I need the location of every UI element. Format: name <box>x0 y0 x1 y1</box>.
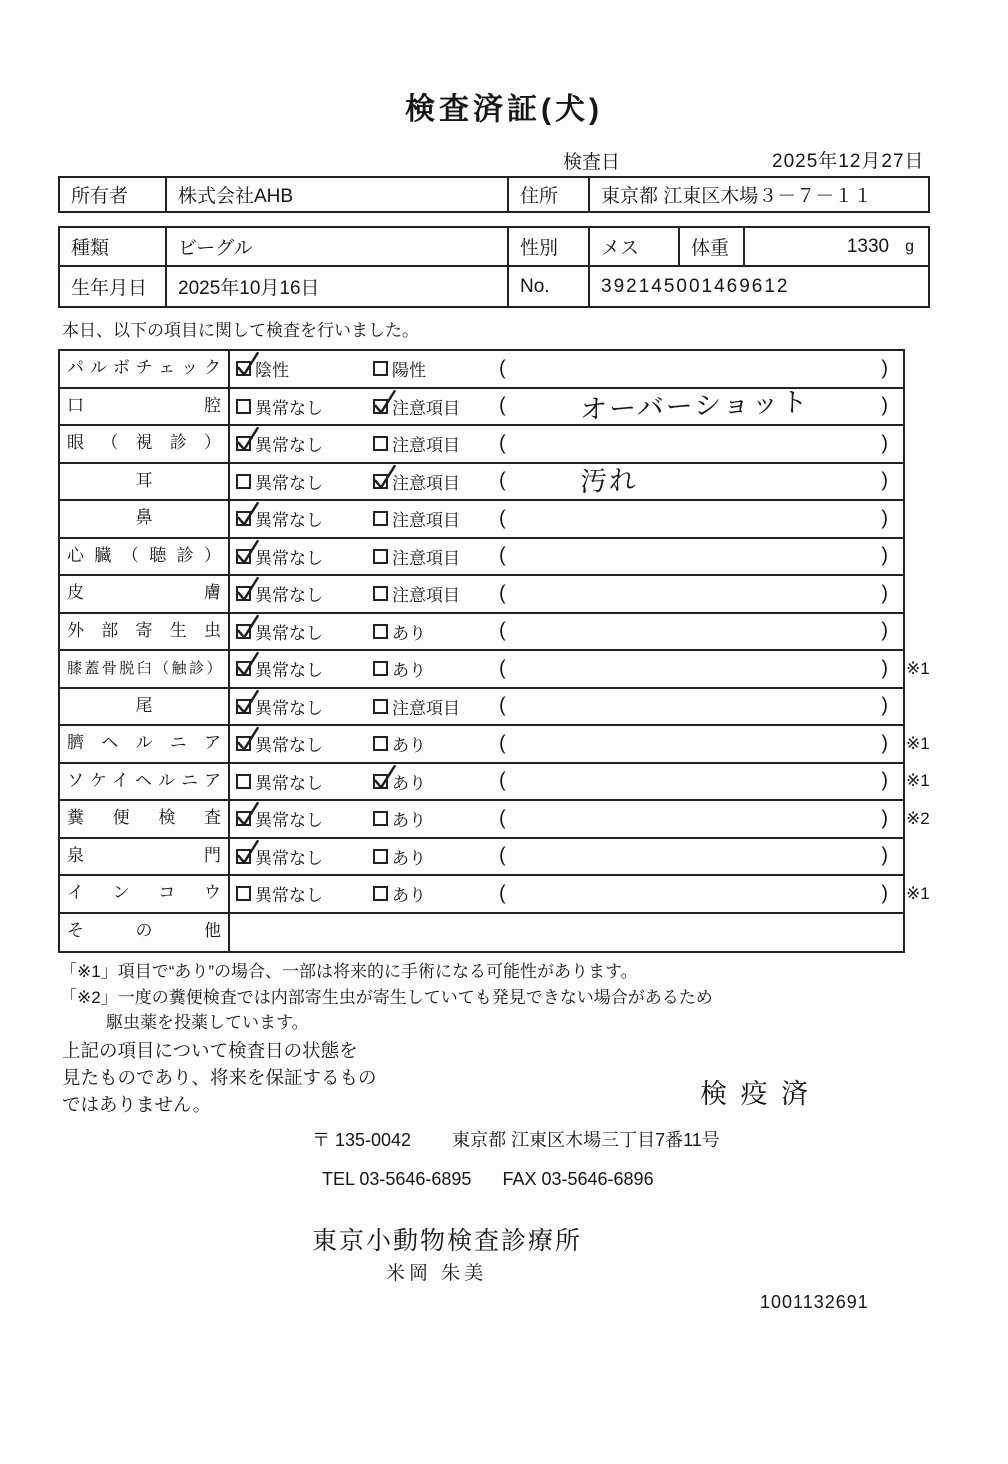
remarks-cell <box>492 839 903 875</box>
clinic-name: 東京小動物検査診療所 <box>312 1227 583 1255</box>
remarks-cell <box>492 614 903 650</box>
option-label: 注意項目 <box>392 511 460 531</box>
check-mark-icon <box>234 727 261 754</box>
footnote-1: 「※1」項目で“あり”の場合、一部は将来的に手術になる可能性があります。 <box>60 962 638 981</box>
checklist-row <box>60 464 903 502</box>
option-label: 陽性 <box>392 361 426 381</box>
checkbox-icon <box>236 811 251 826</box>
check-mark-icon <box>234 840 261 867</box>
checkbox-icon <box>373 774 388 789</box>
owner-value: 株式会社AHB <box>165 178 507 211</box>
checklist-row <box>60 876 930 914</box>
option-label: 異常なし <box>255 511 323 531</box>
check-mark-icon <box>371 390 398 417</box>
paren-open: ( <box>499 657 506 680</box>
option-label: 異常なし <box>255 736 323 756</box>
clinic-address-line <box>312 1126 720 1152</box>
result-option-2 <box>367 426 492 462</box>
intro-sentence: 本日、以下の項目に関して検査を行いました。 <box>62 321 419 340</box>
remarks-cell <box>492 764 903 800</box>
result-option-2 <box>367 539 492 575</box>
option-label: 異常なし <box>255 848 323 868</box>
option-label: あり <box>392 736 426 756</box>
item-label: 糞便検査 <box>60 801 230 837</box>
remarks-cell <box>492 876 903 912</box>
paren-open: ( <box>499 432 506 455</box>
pet-table <box>58 226 930 308</box>
disclaimer-line-1: 上記の項目について検査日の状態を <box>62 1040 358 1061</box>
result-option-2 <box>367 501 492 537</box>
remarks-cell <box>492 801 903 837</box>
registration-no-value: 392145001469612 <box>588 267 928 306</box>
remarks-cell <box>492 576 903 612</box>
paren-open: ( <box>499 507 506 530</box>
checkbox-icon <box>236 586 251 601</box>
weight-cell <box>743 228 928 265</box>
result-option-2 <box>367 839 492 875</box>
checkbox-icon <box>373 549 388 564</box>
check-mark-icon <box>234 540 261 567</box>
checklist-row <box>60 726 930 764</box>
disclaimer-text <box>62 1037 377 1118</box>
result-option-1 <box>230 501 367 537</box>
checklist-row <box>60 839 903 877</box>
checklist-row <box>60 386 903 427</box>
result-option-1 <box>230 651 367 687</box>
item-label: インコウ <box>60 876 230 912</box>
item-label: 尾 <box>60 689 230 725</box>
checkbox-icon <box>236 849 251 864</box>
remarks-cell <box>492 464 903 500</box>
option-label: 異常なし <box>255 548 323 568</box>
footnote-mark: ※2 <box>906 808 930 828</box>
checklist-row <box>60 801 930 839</box>
item-label: 泉門 <box>60 839 230 875</box>
option-label: 注意項目 <box>392 698 460 718</box>
result-option-2 <box>367 726 492 762</box>
option-label: 注意項目 <box>392 436 460 456</box>
option-label: 異常なし <box>255 698 323 718</box>
disclaimer-line-3: ではありません。 <box>62 1094 212 1115</box>
registration-no-label: No. <box>507 267 588 306</box>
paren-close: ) <box>881 882 888 905</box>
option-label: あり <box>392 886 426 906</box>
item-label: ソケイヘルニア <box>60 764 230 800</box>
paren-open: ( <box>499 882 506 905</box>
address-label: 住所 <box>507 178 588 211</box>
paren-open: ( <box>499 469 506 492</box>
address-value: 東京都 江東区木場３－７－１１ <box>588 178 928 211</box>
checkbox-icon <box>373 736 388 751</box>
option-label: 異常なし <box>255 886 323 906</box>
result-option-1 <box>230 426 367 462</box>
breed-label: 種類 <box>71 238 110 259</box>
pet-table-row-1 <box>60 228 928 267</box>
result-option-2 <box>367 764 492 800</box>
remarks-cell <box>492 914 903 952</box>
result-option-2 <box>367 389 492 425</box>
paren-open: ( <box>499 844 506 867</box>
checkbox-icon <box>236 774 251 789</box>
checkbox-icon <box>373 811 388 826</box>
option-label: 異常なし <box>255 436 323 456</box>
disclaimer-line-2: 見たものであり、将来を保証するもの <box>62 1067 377 1088</box>
checkbox-icon <box>236 661 251 676</box>
option-label: 陰性 <box>255 361 289 381</box>
paren-open: ( <box>499 619 506 642</box>
result-option-1 <box>230 464 367 500</box>
remarks-cell <box>492 426 903 462</box>
exam-date-value: 2025年12月27日 <box>772 151 925 172</box>
exam-date-label: 検査日 <box>563 152 621 173</box>
paren-open: ( <box>499 769 506 792</box>
paren-close: ) <box>881 582 888 605</box>
option-label: 異常なし <box>255 811 323 831</box>
quarantine-passed-stamp: 検 疫 済 <box>700 1079 812 1109</box>
checkbox-icon <box>236 474 251 489</box>
birthdate-value: 2025年10月16日 <box>165 267 507 306</box>
checklist-row <box>60 764 930 802</box>
weight-label: 体重 <box>678 228 743 265</box>
remarks-cell <box>492 726 903 762</box>
remarks-cell <box>492 651 903 687</box>
result-option-2 <box>367 464 492 500</box>
paren-open: ( <box>499 732 506 755</box>
clinic-fax: FAX 03-5646-6896 <box>502 1169 654 1189</box>
result-option-2 <box>367 876 492 912</box>
checklist-row <box>60 501 903 539</box>
checklist-row <box>60 614 903 652</box>
remarks-cell <box>492 351 903 387</box>
paren-close: ) <box>881 619 888 642</box>
item-label: 臍ヘルニア <box>60 726 230 762</box>
result-option-1 <box>230 351 367 387</box>
page-title: 検査済証(犬) <box>405 93 603 126</box>
item-label: 鼻 <box>60 501 230 537</box>
sex-label: 性別 <box>507 228 588 265</box>
clinic-address: 東京都 江東区木場三丁目7番11号 <box>452 1130 720 1150</box>
owner-table <box>58 176 930 213</box>
check-mark-icon <box>234 577 261 604</box>
paren-open: ( <box>499 694 506 717</box>
item-label: 心臓（聴診） <box>60 539 230 575</box>
item-label: 膝蓋骨脱臼（触診） <box>60 651 230 687</box>
option-label: あり <box>392 811 426 831</box>
item-label: 口腔 <box>60 389 230 425</box>
option-label: 注意項目 <box>392 398 460 418</box>
option-label: 異常なし <box>255 586 323 606</box>
clinic-phone-line <box>322 1169 654 1190</box>
result-option-1 <box>230 614 367 650</box>
paren-close: ) <box>881 694 888 717</box>
footnote-mark: ※1 <box>906 658 930 678</box>
result-option-2 <box>367 801 492 837</box>
paren-close: ) <box>881 844 888 867</box>
paren-open: ( <box>499 582 506 605</box>
check-mark-icon <box>234 652 261 679</box>
weight-value: 1330 <box>846 235 890 257</box>
checkbox-icon <box>236 399 251 414</box>
option-label: 異常なし <box>255 623 323 643</box>
item-label: 皮膚 <box>60 576 230 612</box>
result-option-2 <box>367 351 492 387</box>
result-option-1 <box>230 764 367 800</box>
result-option-1 <box>230 801 367 837</box>
checklist-row <box>60 426 903 464</box>
checkbox-icon <box>236 436 251 451</box>
checkbox-icon <box>373 586 388 601</box>
result-option-1 <box>230 876 367 912</box>
checkbox-icon <box>373 886 388 901</box>
item-label: 眼（視診） <box>60 426 230 462</box>
checklist-table <box>58 349 930 953</box>
check-mark-icon <box>234 352 261 379</box>
option-label: あり <box>392 623 426 643</box>
checkbox-icon <box>373 361 388 376</box>
checkbox-icon <box>373 511 388 526</box>
serial-number: 1001132691 <box>760 1292 869 1312</box>
footnote-mark: ※1 <box>906 733 930 753</box>
pet-table-row-2 <box>60 267 928 306</box>
option-label: あり <box>392 661 426 681</box>
option-label: あり <box>392 848 426 868</box>
option-label: 注意項目 <box>392 586 460 606</box>
remarks-cell <box>492 501 903 537</box>
birthdate-label: 生年月日 <box>71 278 148 299</box>
checkbox-icon <box>236 624 251 639</box>
check-mark-icon <box>234 427 261 454</box>
checkbox-icon <box>373 436 388 451</box>
check-mark-icon <box>234 615 261 642</box>
checkbox-icon <box>236 549 251 564</box>
option-label: 注意項目 <box>392 473 460 493</box>
veterinarian-name: 米岡 朱美 <box>386 1263 488 1284</box>
option-label: 異常なし <box>255 473 323 493</box>
check-mark-icon <box>371 765 398 792</box>
checklist-row <box>60 351 903 389</box>
result-option-1 <box>230 914 367 952</box>
option-label: あり <box>392 773 426 793</box>
checklist-row <box>60 914 903 952</box>
option-label: 異常なし <box>255 773 323 793</box>
checkbox-icon <box>236 699 251 714</box>
paren-close: ) <box>881 507 888 530</box>
paren-close: ) <box>881 769 888 792</box>
result-option-1 <box>230 726 367 762</box>
footnote-2: 「※2」一度の糞便検査では内部寄生虫が寄生していても発見できない場合があるため <box>60 988 713 1007</box>
checkbox-icon <box>236 736 251 751</box>
handwritten-note: 汚れ <box>579 464 639 498</box>
checkbox-icon <box>236 361 251 376</box>
checkbox-icon <box>373 399 388 414</box>
paren-close: ) <box>881 394 888 417</box>
result-option-1 <box>230 839 367 875</box>
paren-close: ) <box>881 357 888 380</box>
item-label: その他 <box>60 914 230 952</box>
result-option-2 <box>367 689 492 725</box>
result-option-1 <box>230 576 367 612</box>
result-option-2 <box>367 614 492 650</box>
paren-close: ) <box>881 732 888 755</box>
remarks-cell <box>492 689 903 725</box>
paren-close: ) <box>881 469 888 492</box>
remarks-cell <box>492 539 903 575</box>
paren-open: ( <box>499 544 506 567</box>
remarks-cell <box>492 386 903 426</box>
option-label: 異常なし <box>255 661 323 681</box>
check-mark-icon <box>371 465 398 492</box>
handwritten-note: オーバーショット <box>579 386 810 426</box>
checkbox-icon <box>373 849 388 864</box>
item-label: 外部寄生虫 <box>60 614 230 650</box>
paren-open: ( <box>499 807 506 830</box>
result-option-2 <box>367 576 492 612</box>
checkbox-icon <box>373 661 388 676</box>
check-mark-icon <box>234 690 261 717</box>
item-label: 耳 <box>60 464 230 500</box>
footnote-2-continued: 駆虫薬を投薬しています。 <box>106 1013 309 1032</box>
result-option-1 <box>230 539 367 575</box>
checkbox-icon <box>236 511 251 526</box>
postal-code: 〒 135-0042 <box>312 1130 412 1150</box>
check-mark-icon <box>234 502 261 529</box>
footnote-mark: ※1 <box>906 771 930 791</box>
breed-value: ビーグル <box>165 228 507 265</box>
paren-close: ) <box>881 432 888 455</box>
sex-value: メス <box>588 228 678 265</box>
checklist-row <box>60 576 903 614</box>
paren-close: ) <box>881 657 888 680</box>
result-option-1 <box>230 389 367 425</box>
checklist-row <box>60 689 903 727</box>
checklist-row <box>60 651 930 689</box>
checkbox-icon <box>236 886 251 901</box>
option-label: 異常なし <box>255 398 323 418</box>
check-mark-icon <box>234 802 261 829</box>
checkbox-icon <box>373 624 388 639</box>
footnote-mark: ※1 <box>906 883 930 903</box>
checklist-row <box>60 539 903 577</box>
paren-open: ( <box>499 394 506 417</box>
owner-label: 所有者 <box>71 186 129 207</box>
paren-close: ) <box>881 544 888 567</box>
option-label: 注意項目 <box>392 548 460 568</box>
paren-close: ) <box>881 807 888 830</box>
result-option-2 <box>367 651 492 687</box>
result-option-1 <box>230 689 367 725</box>
item-label: パルボチェック <box>60 351 230 387</box>
weight-unit: g <box>905 237 914 255</box>
clinic-tel: TEL 03-5646-6895 <box>322 1169 472 1189</box>
paren-open: ( <box>499 357 506 380</box>
checkbox-icon <box>373 474 388 489</box>
result-option-2 <box>367 914 492 952</box>
checkbox-icon <box>373 699 388 714</box>
